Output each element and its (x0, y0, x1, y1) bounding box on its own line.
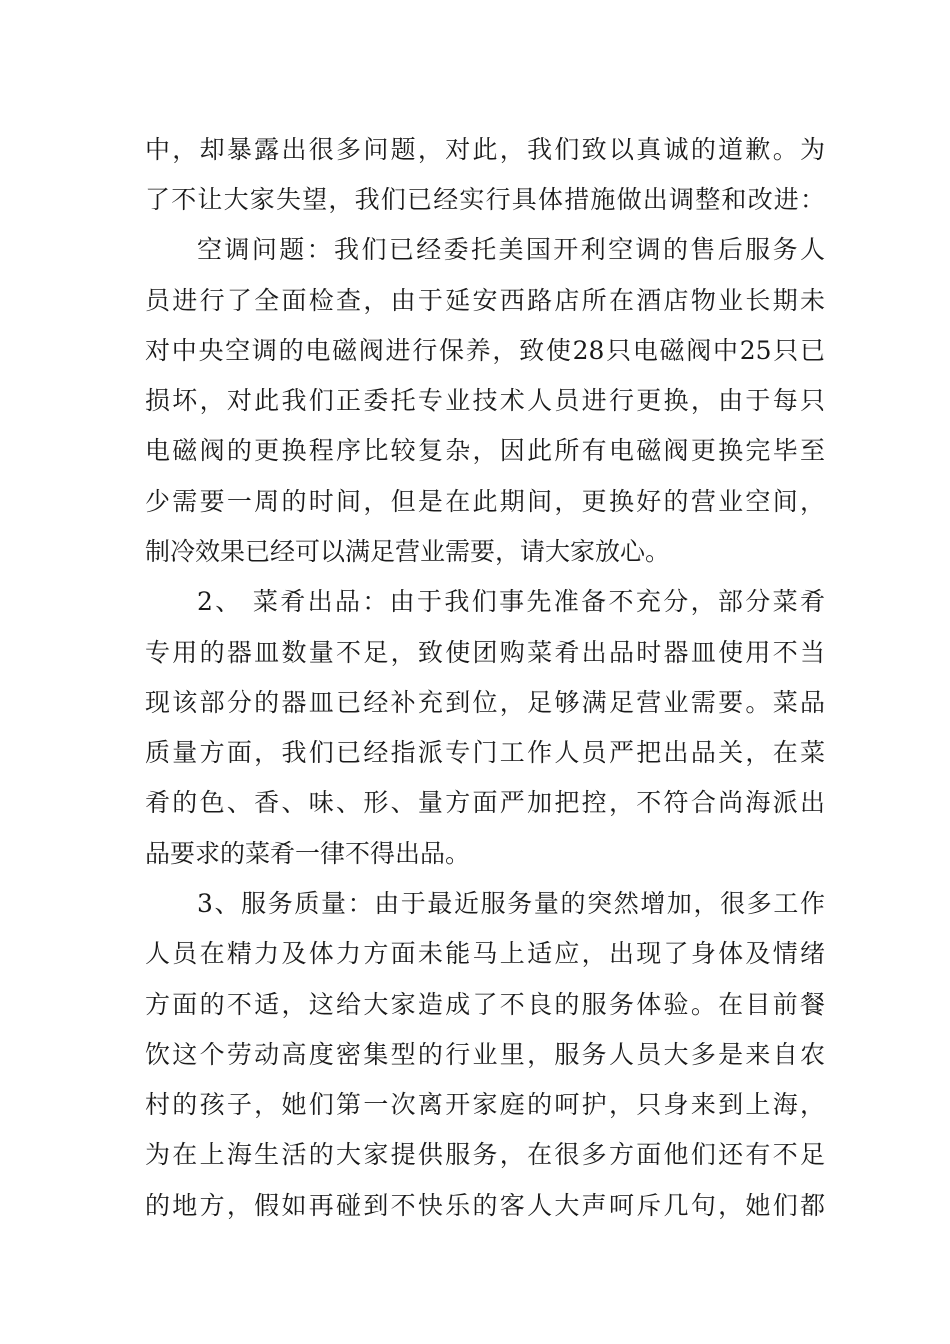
text-line: 现该部分的器皿已经补充到位，足够满足营业需要。菜品 (145, 688, 825, 717)
text-line: 对中央空调的电磁阀进行保养，致使28只电磁阀中25只已 (145, 336, 825, 365)
text-line: 3、服务质量：由于最近服务量的突然增加，很多工作 (197, 889, 825, 918)
text-line: 专用的器皿数量不足，致使团购菜肴出品时器皿使用不当 (145, 638, 825, 667)
text-line: 为在上海生活的大家提供服务，在很多方面他们还有不足 (145, 1140, 825, 1169)
text-line: 人员在精力及体力方面未能马上适应，出现了身体及情绪 (145, 939, 825, 968)
text-line: 质量方面，我们已经指派专门工作人员严把出品关，在菜 (145, 738, 825, 767)
text-line: 饮这个劳动高度密集型的行业里，服务人员大多是来自农 (145, 1040, 825, 1069)
text-line: 2、 菜肴出品：由于我们事先准备不充分，部分菜肴 (197, 587, 825, 616)
text-line: 空调问题：我们已经委托美国开利空调的售后服务人 (197, 235, 825, 264)
text-line: 制冷效果已经可以满足营业需要，请大家放心。 (145, 537, 671, 566)
text-line: 电磁阀的更换程序比较复杂，因此所有电磁阀更换完毕至 (145, 436, 825, 465)
text-line: 的地方，假如再碰到不快乐的客人大声呵斥几句，她们都 (145, 1191, 825, 1220)
text-line: 少需要一周的时间，但是在此期间，更换好的营业空间， (145, 487, 825, 516)
text-line: 品要求的菜肴一律不得出品。 (145, 839, 471, 868)
text-line: 村的孩子，她们第一次离开家庭的呵护，只身来到上海， (145, 1090, 825, 1119)
text-line: 肴的色、香、味、形、量方面严加把控，不符合尚海派出 (145, 788, 825, 817)
text-line: 方面的不适，这给大家造成了不良的服务体验。在目前餐 (145, 990, 825, 1019)
text-line: 员进行了全面检查，由于延安西路店所在酒店物业长期未 (145, 286, 825, 315)
text-line: 损坏，对此我们正委托专业技术人员进行更换，由于每只 (145, 386, 825, 415)
text-line: 了不让大家失望，我们已经实行具体措施做出调整和改进： (145, 185, 825, 214)
text-line: 中，却暴露出很多问题，对此，我们致以真诚的道歉。为 (145, 135, 825, 164)
